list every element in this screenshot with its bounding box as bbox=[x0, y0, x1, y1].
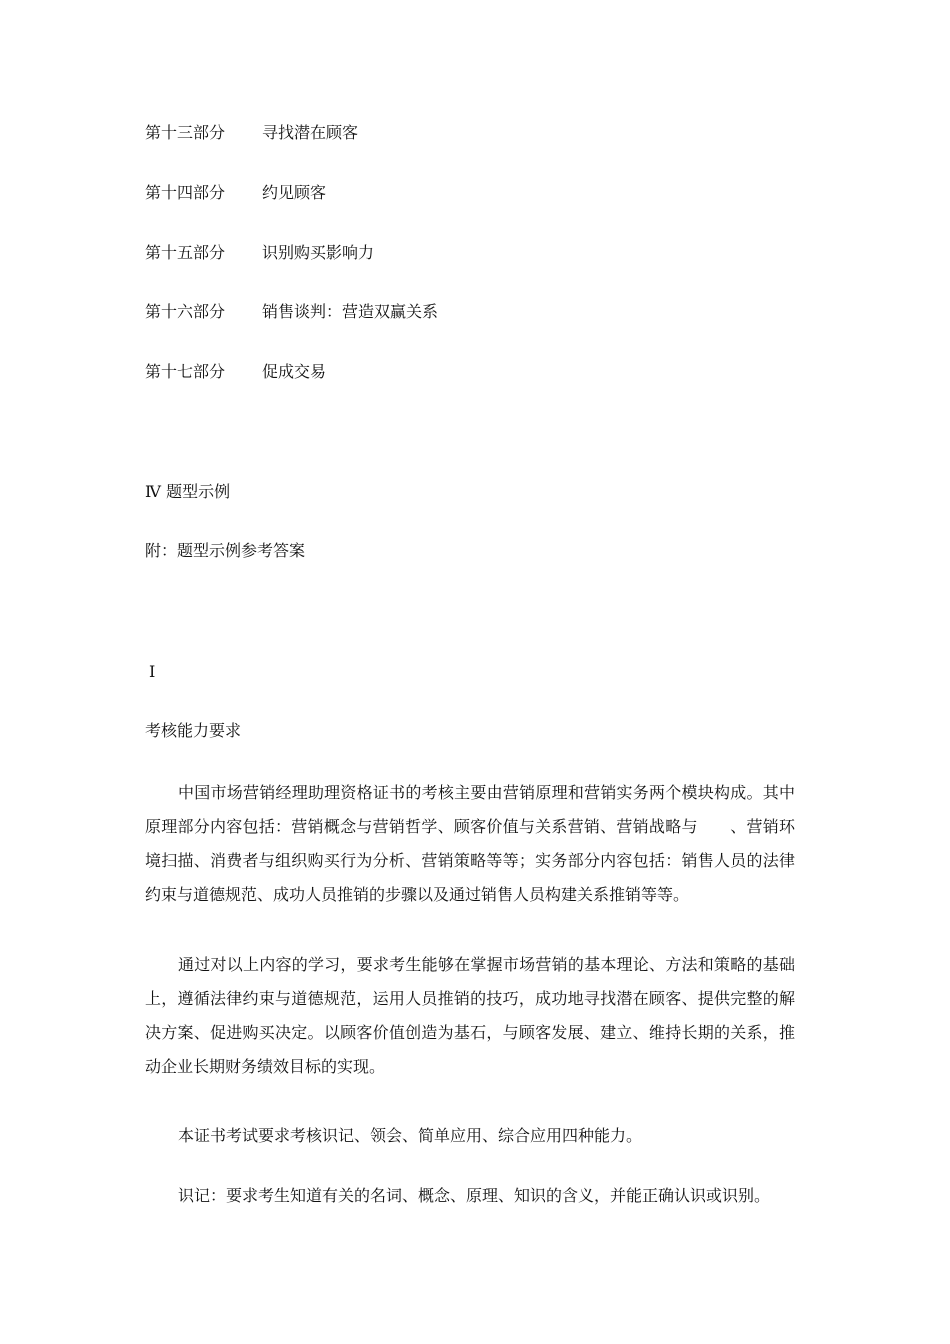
toc-part-title: 约见顾客 bbox=[262, 183, 327, 202]
toc-row bbox=[145, 121, 358, 145]
toc-row bbox=[145, 300, 438, 324]
toc-part-label: 第十三部分 bbox=[145, 123, 226, 142]
toc-part-title: 促成交易 bbox=[262, 362, 327, 381]
toc-row bbox=[145, 360, 326, 384]
toc-part-title: 寻找潜在顾客 bbox=[262, 123, 359, 142]
toc-part-label: 第十五部分 bbox=[145, 243, 226, 262]
section-numeral: Ⅰ bbox=[149, 662, 156, 681]
toc-part-label: 第十四部分 bbox=[145, 183, 226, 202]
body-paragraph: 识记：要求考生知道有关的名词、概念、原理、知识的含义，并能正确认识或识别。 bbox=[178, 1186, 771, 1205]
body-paragraph: 通过对以上内容的学习，要求考生能够在掌握市场营销的基本理论、方法和策略的基础上，遵循法律约束与道德规范，运用人员推销的技巧，成功地寻找潜在顾客、提供完整的解决方案、促进购买决定。以顾客价值创造为基石，与顾客发展、建立、维持长期的关系，推动企业长期财务绩效目标的实现。 bbox=[145, 955, 795, 1076]
section-title: 考核能力要求 bbox=[145, 721, 242, 740]
toc-row bbox=[145, 241, 374, 265]
toc-part-title: 销售谈判：营造双赢关系 bbox=[262, 302, 439, 321]
section-heading-iv: Ⅳ 题型示例 bbox=[145, 482, 231, 501]
toc-part-label: 第十七部分 bbox=[145, 362, 226, 381]
toc-row bbox=[145, 181, 326, 205]
body-paragraph: 本证书考试要求考核识记、领会、简单应用、综合应用四种能力。 bbox=[178, 1126, 643, 1145]
appendix-heading: 附：题型示例参考答案 bbox=[145, 541, 306, 560]
body-paragraph: 中国市场营销经理助理资格证书的考核主要由营销原理和营销实务两个模块构成。其中原理部分内容包括：营销概念与营销哲学、顾客价值与关系营销、营销战略与 、营销环境扫描、消费者与组织购买行为分析、营销策略等等；实务部分内容包括：销售人员的法律约束与道德规范、成功人员推销的步骤以及通过销售人员构建关系推销等等。 bbox=[145, 783, 795, 904]
toc-part-title: 识别购买影响力 bbox=[262, 243, 375, 262]
toc-part-label: 第十六部分 bbox=[145, 302, 226, 321]
